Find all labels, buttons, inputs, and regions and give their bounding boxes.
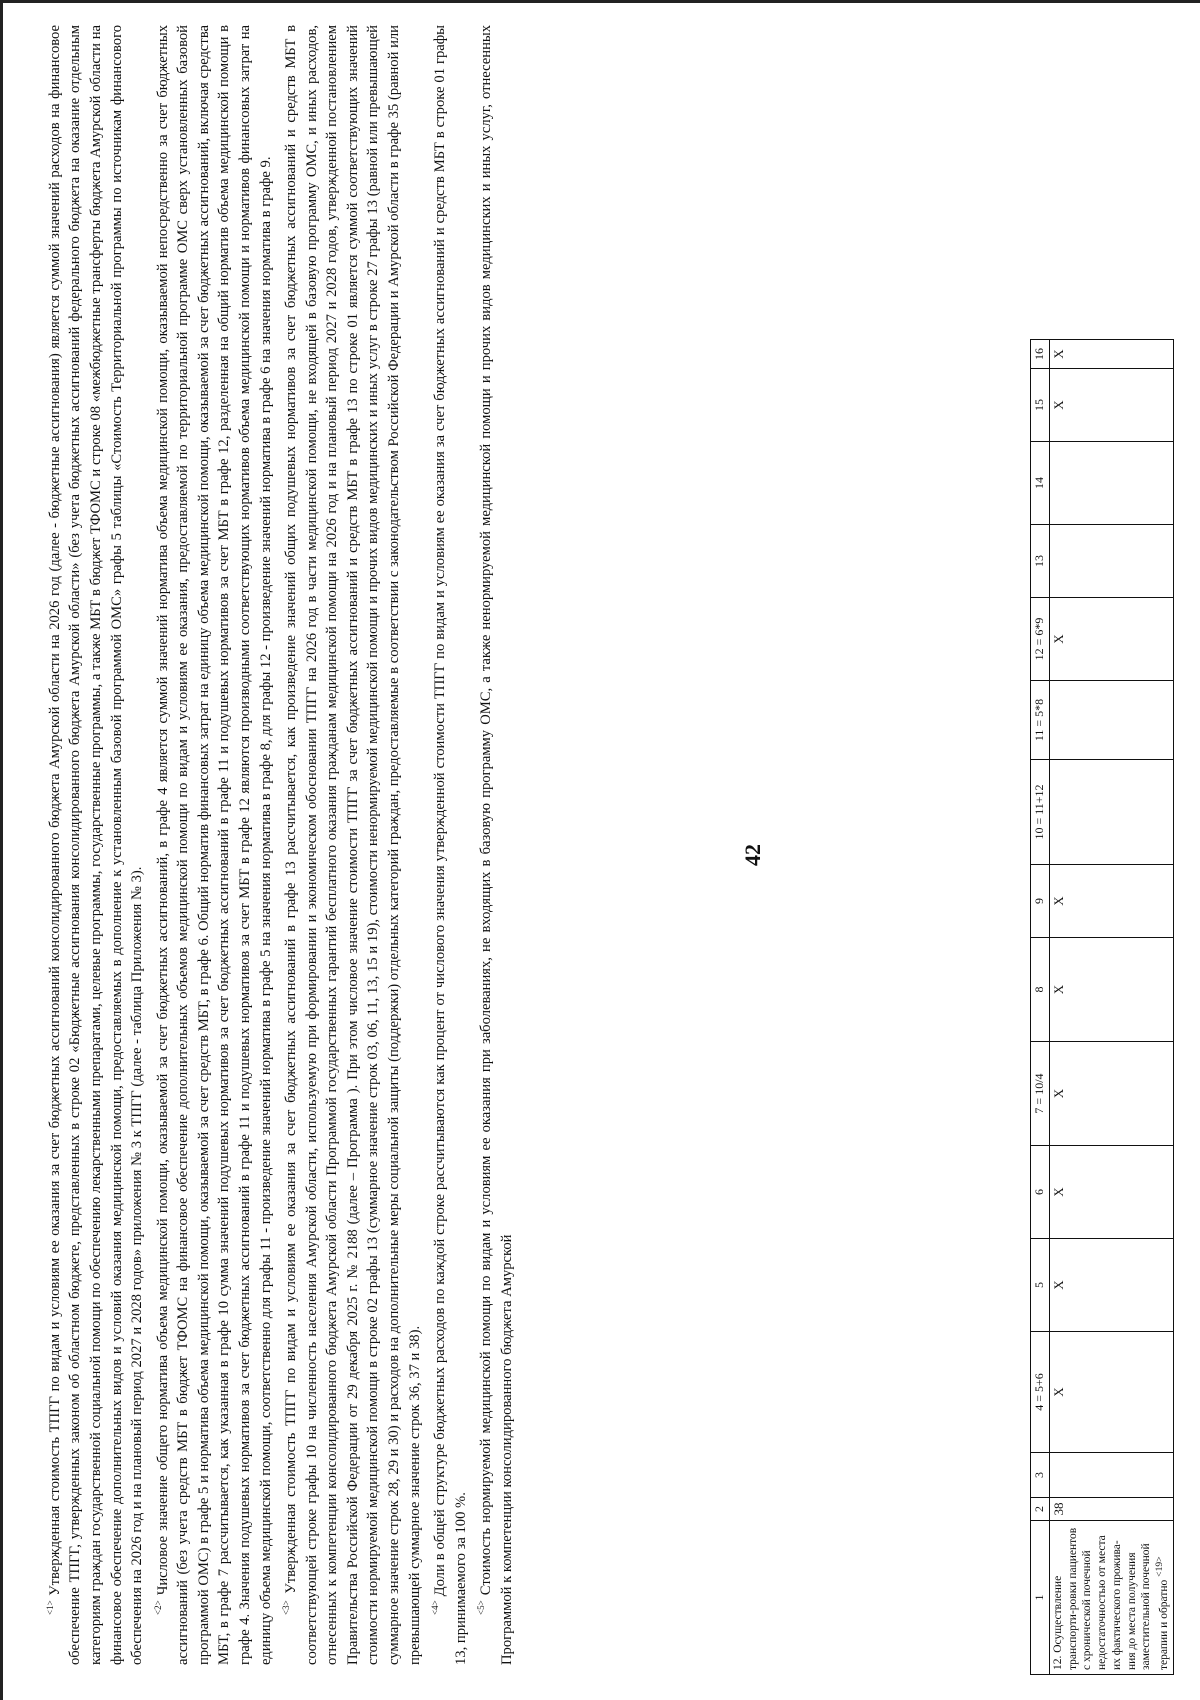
- footnotes: [40, 25, 517, 1665]
- table-cell: [1050, 442, 1174, 525]
- footnote-5: [471, 25, 517, 1665]
- table-cell: [1050, 760, 1174, 865]
- table-cell: 38: [1050, 1498, 1174, 1521]
- rotated-page: [30, 25, 1170, 1685]
- footnote-1: [40, 25, 148, 1665]
- table-cell: X: [1050, 598, 1174, 681]
- table-cell: X: [1050, 1332, 1174, 1453]
- table-cell: [1050, 681, 1174, 760]
- footnote-mark: <4>: [430, 1600, 441, 1615]
- header-cell: 2: [1031, 1498, 1050, 1521]
- header-cell: 13: [1031, 525, 1050, 598]
- table-row: [1050, 340, 1174, 1675]
- header-cell: 1: [1031, 1521, 1050, 1675]
- table-cell: X: [1050, 1146, 1174, 1239]
- row-name-cell: [1050, 1521, 1174, 1675]
- header-cell: 12 = 6*9: [1031, 598, 1050, 681]
- header-cell: 8: [1031, 938, 1050, 1042]
- scan-edge-top: [0, 0, 1200, 3]
- header-cell: 16: [1031, 340, 1050, 369]
- footnote-mark: <2>: [152, 1600, 163, 1615]
- footnote-text: Стоимость нормируемой медицинской помощи по видам и условиям ее оказания при заболеваниях, не входящих в базовую программу ОМС, а также ненормируемой медицинской помощи и прочих видов медицинских и иных услуг, отнесенных Программой к компетенции консолидированного бюджета Амурской: [478, 25, 515, 1665]
- header-cell: 4 = 5+6: [1031, 1332, 1050, 1453]
- table-cell: X: [1050, 369, 1174, 442]
- header-cell: 15: [1031, 369, 1050, 442]
- footnote-2: [148, 25, 276, 1665]
- table-cell: [1050, 1453, 1174, 1498]
- table-cell: X: [1050, 1042, 1174, 1146]
- footnote-4: [425, 25, 471, 1665]
- footnote-mark: <5>: [476, 1600, 487, 1615]
- header-cell: 6: [1031, 1146, 1050, 1239]
- table-cell: [1050, 525, 1174, 598]
- header-cell: 14: [1031, 442, 1050, 525]
- header-cell: 10 = 11+12: [1031, 760, 1050, 865]
- cost-table: [1030, 339, 1174, 1675]
- footnote-text: Числовое значение общего норматива объема медицинской помощи, оказываемой за счет бюджетных ассигнований, в графе 4 является суммой значений норматива объема медицинской помощи, оказываемой непосредственно за счет бюджетных ассигнований (без учета средств МБТ в бюджет ТФОМС на финансовое обеспечение дополнительных объемов медицинской помощи по видам и условиям ее оказания, предоставляемой по территориальной программе ОМС сверх установленных базовой программой ОМС) в графе 5 и норматива объема медицинской помощи, оказываемой за счет средств МБТ, в графе 6. Общий норматив финансовых затрат на единицу объема медицинской помощи, оказываемой за счет бюджетных ассигнований, включая средства МБТ, в графе 7 рассчитывается, как указанная в графе 10 сумма значений подушевых нормативов за счет бюджетных ассигнований в графе 11 и подушевых нормативов за счет МБТ в графе 12, разделенная на общий норматив объема медицинской помощи в графе 4. Значения подушевых нормативов за счет бюджетных ассигнований в графе 11 и подушевых нормативов за счет МБТ в графе 12 являются производными соответствующих нормативов объема медицинской помощи и нормативов финансовых затрат на единицу объема медицинской помощи, соответственно для графы 11 - произведение значений норматива в графе 5 на значения норматива в графе 8, для графы 12 - произведение значений норматива в графе 6 на значения норматива в графе 9.: [154, 24, 274, 1665]
- table-cell: X: [1050, 865, 1174, 938]
- header-cell: 7 = 10/4: [1031, 1042, 1050, 1146]
- row-name: 12. Осуществление транспорти-ровки пациентов с хронической почечной недостаточностью от места их фактического прожива-ния до места получения заместительной почечной терапии и обратно: [1052, 1527, 1170, 1670]
- header-cell: 3: [1031, 1453, 1050, 1498]
- page-number: 42: [740, 844, 765, 866]
- row-name-note: <19>: [1154, 1556, 1166, 1577]
- header-cell: 11 = 5*8: [1031, 681, 1050, 760]
- footnote-text: Утвержденная стоимость ТПГГ по видам и условиям ее оказания за счет бюджетных ассигнований консолидированного бюджета Амурской области на 2026 год (далее - бюджетные ассигнования) является суммой значений расходов на финансовое обеспечение ТПГГ, утвержденных законом об областном бюджете, представленных в строке 02 «Бюджетные ассигнования консолидированного бюджета Амурской области» (без учета бюджетных ассигнований федерального бюджета на оказание отдельным категориям граждан государственной социальной помощи по обеспечению лекарственными препаратами, целевые программы, государственные программы, а также МБТ в бюджет ТФОМС и строке 08 «межбюджетные трансферты бюджета Амурской области на финансовое обеспечение дополнительных видов и условий оказания медицинской помощи, предоставляемых в дополнение к установленным базовой программой ОМС» графы 5 таблицы «Стоимость Территориальной программы по источникам финансового обеспечения на 2026 год и на плановый период 2027 и 2028 годов» приложения № 3 к ТПГГ (далее - таблица Приложения № 3).: [46, 25, 146, 1665]
- header-cell: 5: [1031, 1239, 1050, 1332]
- header-cell: 9: [1031, 865, 1050, 938]
- footnote-text: Доли в общей структуре бюджетных расходов по каждой строке рассчитываются как процент от числового значения утвержденной стоимости ТПГГ по видам и условиям ее оказания за счет бюджетных ассигнований и средств МБТ в строке 01 графы 13, принимаемого за 100 %.: [432, 25, 469, 1665]
- scan-edge-left: [0, 0, 3, 1700]
- table-header-row: [1031, 340, 1050, 1675]
- footnote-mark: <3>: [281, 1600, 292, 1615]
- footnote-text: Утвержденная стоимость ТПГГ по видам и условиям ее оказания за счет бюджетных ассигнований в графе 13 рассчитывается, как произведение значений общих подушевых нормативов за счет бюджетных ассигнований и средств МБТ в соответствующей строке графы 10 на численность населения Амурской области, используемую при формировании и экономическом обосновании ТПГГ на 2026 год в части медицинской помощи, не входящей в базовую программу ОМС, и иных расходов, отнесенных к компетенции консолидированного бюджета Амурской области Программой государственных гарантий бесплатного оказания гражданам медицинской помощи на 2026 год и на плановый период 2027 и 2028 годов, утвержденной постановлением Правительства Российской Федерации от 29 декабря 2025 г. № 2188 (далее – Программа ). При этом числовое значение стоимости ТПГГ за счет бюджетных ассигнований и средств МБТ в графе 13 по строке 01 является суммой соответствующих значений стоимости нормируемой медицинской помощи в строке 02 графы 13 (суммарное значение строк 03, 06, 11, 13, 15 и 19), стоимости ненормируемой медицинской помощи и прочих видов медицинских и иных услуг в строке 27 графы 13 (равной или превышающей суммарное значение строк 28, 29 и 30) и расходов на дополнительные меры социальной защиты (поддержки) отдельных категорий граждан, предоставляемые в соответствии с законодательством Российской Федерации и Амурской области в графе 35 (равной или превышающей суммарное значение строк 36, 37 и 38).: [283, 25, 423, 1665]
- table-cell: X: [1050, 938, 1174, 1042]
- table-cell: X: [1050, 1239, 1174, 1332]
- footnote-mark: <1>: [45, 1600, 55, 1615]
- footnote-3: [276, 25, 425, 1665]
- table-cell: X: [1050, 340, 1174, 369]
